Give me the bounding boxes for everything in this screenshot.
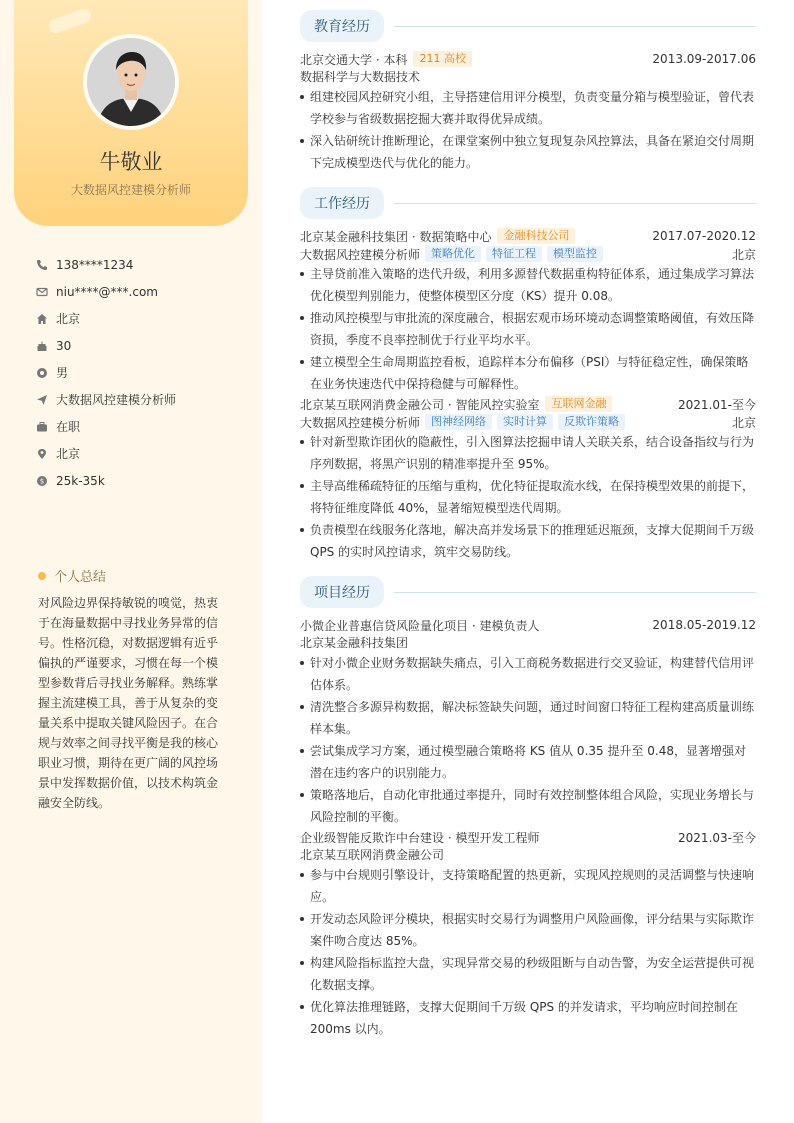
cake-icon — [36, 340, 48, 352]
contact-email — [36, 278, 246, 305]
contact-age — [36, 332, 246, 359]
svg-text:$: $ — [39, 477, 45, 486]
section-divider — [394, 592, 756, 593]
list-item: 推动风控模型与审批流的深度融合，根据宏观市场环境动态调整策略阈值，有效压降资损，季度不良率控制优于行业平均水平。 — [300, 307, 756, 351]
list-item: 参与中台规则引擎设计，支持策略配置的热更新，实现风控规则的灵活调整与快速响应。 — [300, 864, 756, 908]
gender-icon — [36, 367, 48, 379]
job-entry — [300, 395, 756, 563]
avatar-frame — [83, 34, 179, 130]
list-item: 针对小微企业财务数据缺失痛点，引入工商税务数据进行交叉验证，构建替代信用评估体系。 — [300, 652, 756, 696]
contact-value: 北京 — [56, 447, 81, 461]
job-city: 北京 — [731, 247, 756, 262]
project-company: 北京某互联网消费金融公司 — [300, 848, 445, 862]
contact-value: 25k-35k — [56, 473, 105, 488]
candidate-title: 大数据风控建模分析师 — [70, 183, 191, 197]
contact-target-role — [36, 386, 246, 413]
job-period: 2021.01-至今 — [678, 397, 756, 412]
job-role: 大数据风控建模分析师 — [300, 415, 421, 430]
section-divider — [394, 203, 756, 204]
contact-gender — [36, 359, 246, 386]
job-role-row — [300, 413, 756, 431]
list-item: 清洗整合多源异构数据，解决标签缺失问题，通过时间窗口特征工程构建高质量训练样本集。 — [300, 696, 756, 740]
summary-heading — [38, 566, 106, 585]
salary-icon — [36, 475, 48, 487]
contact-value: 在职 — [56, 420, 81, 434]
summary-text: 对风险边界保持敏锐的嗅觉，热衷于在海量数据中寻找业务异常的信号。性格沉稳，对数据逻辑有近乎偏执的严谨要求，习惯在每一个模型参数背后寻找业务解释。熟练掌握主流建模工具，善于从复杂的变量关系中提取关键风险因子。在合规与效率之间寻找平衡是我的核心职业习惯，期待在更广阔的风控场景中发挥数据价值，以技术构筑金融安全防线。 — [38, 596, 219, 810]
job-bullets — [300, 263, 756, 395]
contact-status — [36, 413, 246, 440]
education-period: 2013.09-2017.06 — [652, 52, 756, 66]
project-name: 企业级智能反欺诈中台建设 · 模型开发工程师 — [300, 830, 540, 845]
project-entry — [300, 828, 756, 1040]
skill-tag: 策略优化 — [425, 246, 481, 262]
contact-value: 男 — [56, 366, 69, 380]
company-tag: 互联网金融 — [545, 396, 612, 412]
job-bullets — [300, 431, 756, 563]
major: 数据科学与大数据技术 — [300, 70, 421, 84]
section-divider — [394, 26, 756, 27]
skill-tag: 特征工程 — [486, 246, 542, 262]
contact-location — [36, 440, 246, 467]
bullet-dot-icon — [38, 572, 46, 580]
company-name: 北京某互联网消费金融公司 · 智能风控实验室 — [300, 397, 540, 412]
company-name: 北京某金融科技集团 · 数据策略中心 — [300, 229, 492, 244]
company-tag: 金融科技公司 — [497, 228, 575, 244]
contact-list — [36, 251, 246, 494]
section-education-header — [300, 11, 756, 41]
project-company: 北京某金融科技集团 — [300, 636, 409, 650]
section-title: 工作经历 — [300, 187, 384, 219]
list-item: 构建风险指标监控大盘，实现异常交易的秒级阻断与自动告警，为安全运营提供可视化数据支撑。 — [300, 952, 756, 996]
skill-tag: 实时计算 — [497, 414, 553, 430]
project-name: 小微企业普惠信贷风险量化项目 · 建模负责人 — [300, 618, 540, 633]
section-work-header — [300, 188, 756, 218]
education-row — [300, 50, 756, 68]
list-item: 建立模型全生命周期监控看板，追踪样本分布偏移（PSI）与特征稳定性，确保策略在业务快速迭代中保持稳健与可解释性。 — [300, 351, 756, 395]
project-bullets — [300, 652, 756, 828]
decorative-pill — [47, 7, 93, 35]
list-item: 主导高维稀疏特征的压缩与重构，优化特征提取流水线，在保持模型效果的前提下，将特征维度降低 40%，显著缩短模型迭代周期。 — [300, 475, 756, 519]
list-item: 优化算法推理链路，支撑大促期间千万级 QPS 的并发请求，平均响应时间控制在 200ms 以内。 — [300, 996, 756, 1040]
location-icon — [36, 448, 48, 460]
avatar — [87, 38, 175, 126]
job-city: 北京 — [731, 415, 756, 430]
project-title-row — [300, 616, 756, 634]
sidebar — [0, 0, 262, 1123]
contact-value: 北京 — [56, 312, 81, 326]
contact-value: niu****@***.com — [56, 284, 158, 299]
contact-phone — [36, 251, 246, 278]
mail-icon — [36, 286, 48, 298]
list-item: 策略落地后，自动化审批通过率提升，同时有效控制整体组合风险，实现业务增长与风险控制的平衡。 — [300, 784, 756, 828]
project-bullets — [300, 864, 756, 1040]
list-item: 针对新型欺诈团伙的隐蔽性，引入图算法挖掘申请人关联关系，结合设备指纹与行为序列数据，将黑产识别的精准率提升至 95%。 — [300, 431, 756, 475]
skill-tag: 图神经网络 — [425, 414, 492, 430]
contact-value: 大数据风控建模分析师 — [56, 393, 177, 407]
section-projects-header — [300, 577, 756, 607]
school-tag: 211 高校 — [413, 51, 472, 67]
send-icon — [36, 394, 48, 406]
contact-residence — [36, 305, 246, 332]
job-role-row — [300, 245, 756, 263]
job-period: 2017.07-2020.12 — [652, 229, 756, 243]
list-item: 尝试集成学习方案，通过模型融合策略将 KS 值从 0.35 提升至 0.48，显著增强对潜在违约客户的识别能力。 — [300, 740, 756, 784]
list-item: 开发动态风险评分模块，根据实时交易行为调整用户风险画像，评分结果与实际欺诈案件吻合度达 85%。 — [300, 908, 756, 952]
school-name: 北京交通大学 · 本科 — [300, 52, 408, 67]
summary-heading-text: 个人总结 — [54, 570, 107, 585]
project-entry — [300, 616, 756, 828]
job-company-row — [300, 395, 756, 413]
contact-value: 30 — [56, 338, 72, 353]
skill-tag: 模型监控 — [547, 246, 603, 262]
list-item: 主导贷前准入策略的迭代升级，利用多源替代数据重构特征体系，通过集成学习算法优化模型判别能力，使整体模型区分度（KS）提升 0.08。 — [300, 263, 756, 307]
project-period: 2018.05-2019.12 — [652, 618, 756, 632]
job-entry — [300, 227, 756, 395]
list-item: 深入钻研统计推断理论，在课堂案例中独立复现复杂风控算法，具备在紧迫交付周期下完成模型迭代与优化的能力。 — [300, 130, 756, 174]
briefcase-icon — [36, 421, 48, 433]
phone-icon — [36, 259, 48, 271]
section-title: 项目经历 — [300, 576, 384, 608]
list-item: 组建校园风控研究小组，主导搭建信用评分模型，负责变量分箱与模型验证，曾代表学校参与省级数据挖掘大赛并取得优异成绩。 — [300, 86, 756, 130]
candidate-name: 牛敬业 — [99, 150, 163, 174]
education-bullets — [300, 86, 756, 174]
project-period: 2021.03-至今 — [678, 830, 756, 845]
section-title: 教育经历 — [300, 10, 384, 42]
list-item: 负责模型在线服务化落地，解决高并发场景下的推理延迟瓶颈，支撑大促期间千万级 QPS 的实时风控请求，筑牢交易防线。 — [300, 519, 756, 563]
job-role: 大数据风控建模分析师 — [300, 247, 421, 262]
home-icon — [36, 313, 48, 325]
contact-salary — [36, 467, 246, 494]
skill-tag: 反欺诈策略 — [558, 414, 625, 430]
education-entry — [300, 50, 756, 174]
contact-value: 138****1234 — [56, 257, 134, 272]
job-company-row — [300, 227, 756, 245]
project-title-row — [300, 828, 756, 846]
